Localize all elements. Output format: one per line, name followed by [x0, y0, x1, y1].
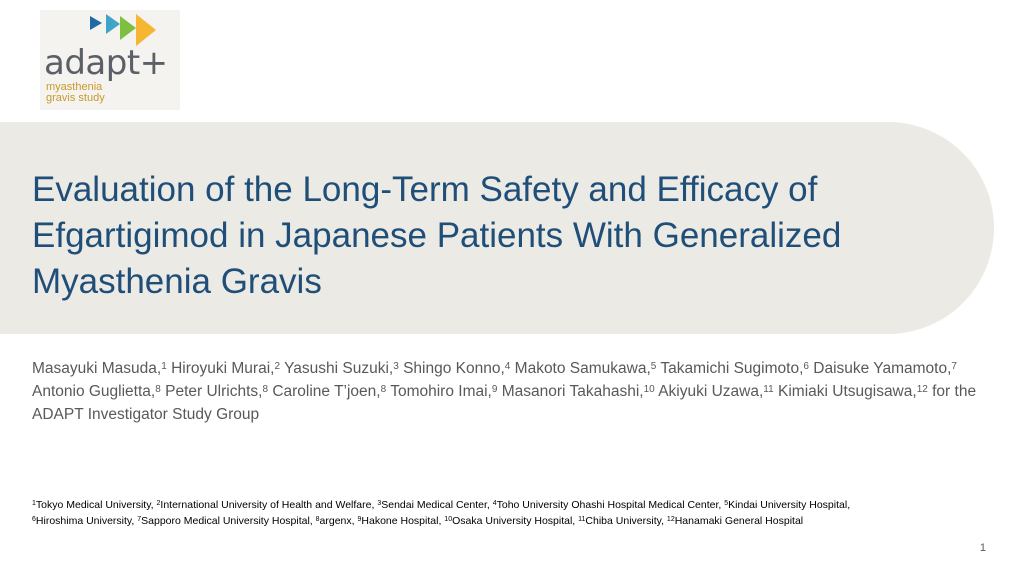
author-group-suffix: for the ADAPT Investigator Study Group	[32, 383, 977, 423]
page-number: 1	[979, 542, 986, 554]
author: Peter Ulrichts,$^8$	[165, 383, 269, 400]
author-list	[32, 357, 992, 426]
author: Takamichi Sugimoto,$^6$	[660, 360, 809, 377]
affiliation: $^9$Hakone Hospital,	[357, 515, 445, 527]
author: Antonio Guglietta,$^8$	[32, 383, 161, 400]
affiliation: $^8$argenx,	[315, 515, 358, 527]
affiliation: $^7$Sapporo Medical University Hospital,	[137, 515, 316, 527]
affiliation: $^6$Hiroshima University,	[32, 515, 138, 527]
affiliations-list	[32, 497, 992, 529]
adapt-logo	[40, 10, 180, 110]
logo-arrow-2	[106, 14, 120, 34]
affiliation: $^1$Tokyo Medical University,	[32, 499, 157, 511]
author: Makoto Samukawa,$^5$	[514, 360, 657, 377]
affiliation: $^5$Kindai University Hospital,	[724, 499, 851, 511]
author: Tomohiro Imai,$^9$	[390, 383, 498, 400]
affiliation: $^3$Sendai Medical Center,	[377, 499, 493, 511]
logo-arrow-1	[90, 16, 102, 30]
affiliation: $^2$International University of Health and Welfare,	[156, 499, 378, 511]
author: Masayuki Masuda,$^1$	[32, 360, 167, 377]
author: Daisuke Yamamoto,$^7$	[813, 360, 957, 377]
slide-title: Evaluation of the Long-Term Safety and Efficacy of Efgartigimod in Japanese Patients With Generalized Myasthenia Gravis	[32, 170, 842, 301]
author: Akiyuki Uzawa,$^{11}$	[658, 383, 774, 400]
affiliation: $^4$Toho University Ohashi Hospital Medical Center,	[492, 499, 725, 511]
logo-arrow-3	[120, 16, 136, 40]
affiliation: $^{11}$Chiba University,	[578, 515, 667, 527]
title-band	[0, 122, 994, 334]
author: Yasushi Suzuki,$^3$	[284, 360, 399, 377]
author: Caroline T’joen,$^8$	[272, 383, 387, 400]
author: Shingo Konno,$^4$	[403, 360, 511, 377]
affiliation: $^{10}$Osaka University Hospital,	[444, 515, 579, 527]
author: Masanori Takahashi,$^{10}$	[501, 383, 655, 400]
logo-wordmark: adapt+	[44, 43, 168, 83]
affiliation: $^{12}$Hanamaki General Hospital	[666, 515, 804, 527]
logo-arrow-4	[136, 14, 156, 46]
author: Hiroyuki Murai,$^2$	[171, 360, 281, 377]
author: Kimiaki Utsugisawa,$^{12}$	[778, 383, 928, 400]
logo-subtitle: myasthenia gravis study	[46, 81, 105, 104]
